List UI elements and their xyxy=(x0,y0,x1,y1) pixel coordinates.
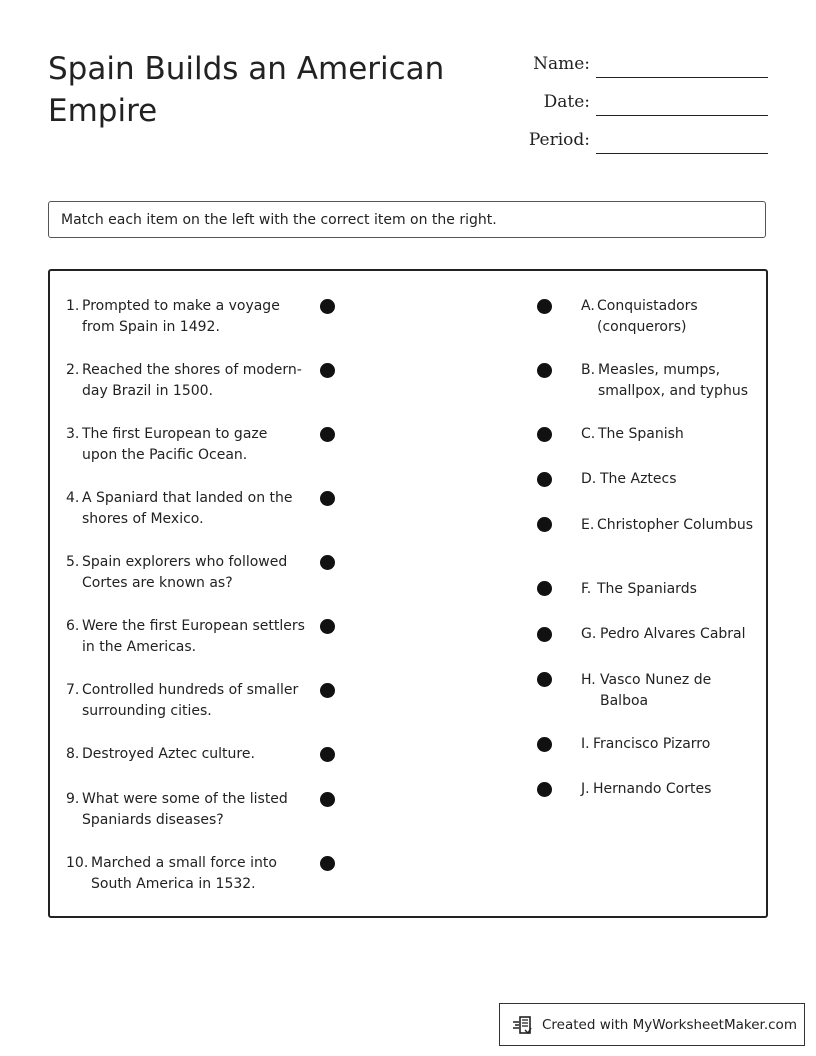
answer-letter: G. xyxy=(581,626,597,642)
instructions-box: Match each item on the left with the correct item on the right. xyxy=(48,201,766,238)
answer-match-dot[interactable] xyxy=(537,581,552,596)
answer-item xyxy=(581,624,761,645)
question-number: 3. xyxy=(66,426,80,442)
question-match-dot[interactable] xyxy=(320,619,335,634)
answer-text: Vasco Nunez de Balboa xyxy=(600,672,712,709)
period-line xyxy=(596,153,768,154)
question-number: 4. xyxy=(66,490,80,506)
question-match-dot[interactable] xyxy=(320,555,335,570)
answer-item xyxy=(581,469,761,490)
period-field[interactable] xyxy=(520,128,768,154)
answer-match-dot[interactable] xyxy=(537,517,552,532)
name-line xyxy=(596,77,768,78)
question-text: A Spaniard that landed on the shores of Mexico. xyxy=(82,490,293,527)
question-item xyxy=(66,296,306,338)
date-field[interactable] xyxy=(520,90,768,116)
question-item xyxy=(66,680,306,722)
question-item xyxy=(66,789,306,831)
question-item xyxy=(66,424,306,466)
answer-text: Conquistadors (conquerors) xyxy=(597,298,698,335)
question-number: 8. xyxy=(66,746,80,762)
question-number: 7. xyxy=(66,682,80,698)
question-match-dot[interactable] xyxy=(320,683,335,698)
answer-text: Pedro Alvares Cabral xyxy=(600,626,746,642)
answer-text: The Aztecs xyxy=(600,471,677,487)
question-match-dot[interactable] xyxy=(320,792,335,807)
question-number: 1. xyxy=(66,298,80,314)
question-text: Destroyed Aztec culture. xyxy=(82,746,255,762)
question-number: 2. xyxy=(66,362,80,378)
date-line xyxy=(596,115,768,116)
question-text: Controlled hundreds of smaller surrounding cities. xyxy=(82,682,299,719)
answer-match-dot[interactable] xyxy=(537,363,552,378)
worksheet-title: Spain Builds an American Empire xyxy=(48,51,445,129)
question-text: What were some of the listed Spaniards diseases? xyxy=(82,791,288,828)
answer-letter: B. xyxy=(581,362,596,378)
question-item xyxy=(66,616,306,658)
footer-text: Created with MyWorksheetMaker.com xyxy=(542,1016,797,1033)
question-number: 9. xyxy=(66,791,80,807)
footer-credit[interactable] xyxy=(499,1003,805,1046)
question-match-dot[interactable] xyxy=(320,427,335,442)
answer-match-dot[interactable] xyxy=(537,299,552,314)
date-label: Date: xyxy=(543,92,590,112)
answer-text: Hernando Cortes xyxy=(593,781,712,797)
answer-item xyxy=(581,360,761,402)
name-label: Name: xyxy=(533,54,590,74)
answer-text: Francisco Pizarro xyxy=(593,736,711,752)
answer-text: The Spaniards xyxy=(597,581,697,597)
answer-letter: H. xyxy=(581,672,596,688)
answer-letter: D. xyxy=(581,471,597,487)
question-match-dot[interactable] xyxy=(320,363,335,378)
answer-letter: I. xyxy=(581,736,590,752)
question-item xyxy=(66,488,306,530)
answer-item xyxy=(581,579,761,600)
answer-letter: A. xyxy=(581,298,595,314)
answer-item xyxy=(581,734,761,755)
answer-text: Measles, mumps, smallpox, and typhus xyxy=(598,362,748,399)
question-number: 6. xyxy=(66,618,80,634)
question-number: 5. xyxy=(66,554,80,570)
answer-item xyxy=(581,779,761,800)
answer-item xyxy=(581,424,761,445)
question-match-dot[interactable] xyxy=(320,856,335,871)
answer-match-dot[interactable] xyxy=(537,782,552,797)
question-item xyxy=(66,552,306,594)
question-text: Spain explorers who followed Cortes are known as? xyxy=(82,554,288,591)
question-text: Prompted to make a voyage from Spain in 1492. xyxy=(82,298,280,335)
question-item xyxy=(66,360,306,402)
period-label: Period: xyxy=(528,130,590,150)
answer-match-dot[interactable] xyxy=(537,627,552,642)
question-text: Were the first European settlers in the Americas. xyxy=(82,618,305,655)
question-number: 10. xyxy=(66,855,89,871)
question-item xyxy=(66,744,306,765)
answer-item xyxy=(581,296,761,338)
answer-item xyxy=(581,670,761,712)
question-text: Reached the shores of modern-day Brazil in 1500. xyxy=(82,362,302,399)
answer-match-dot[interactable] xyxy=(537,737,552,752)
answer-match-dot[interactable] xyxy=(537,672,552,687)
answer-letter: J. xyxy=(581,781,590,797)
question-match-dot[interactable] xyxy=(320,747,335,762)
answer-text: The Spanish xyxy=(598,426,684,442)
answer-letter: E. xyxy=(581,517,595,533)
answer-item xyxy=(581,515,761,536)
answer-letter: C. xyxy=(581,426,596,442)
answer-letter: F. xyxy=(581,581,592,597)
answer-match-dot[interactable] xyxy=(537,427,552,442)
answer-text: Christopher Columbus xyxy=(597,517,754,533)
name-field[interactable] xyxy=(520,52,768,78)
worksheet-maker-logo-icon xyxy=(512,1014,534,1036)
question-text: Marched a small force into South America in 1532. xyxy=(91,855,277,892)
question-match-dot[interactable] xyxy=(320,491,335,506)
answer-match-dot[interactable] xyxy=(537,472,552,487)
question-item xyxy=(66,853,306,895)
question-text: The first European to gaze upon the Pacific Ocean. xyxy=(82,426,268,463)
question-match-dot[interactable] xyxy=(320,299,335,314)
